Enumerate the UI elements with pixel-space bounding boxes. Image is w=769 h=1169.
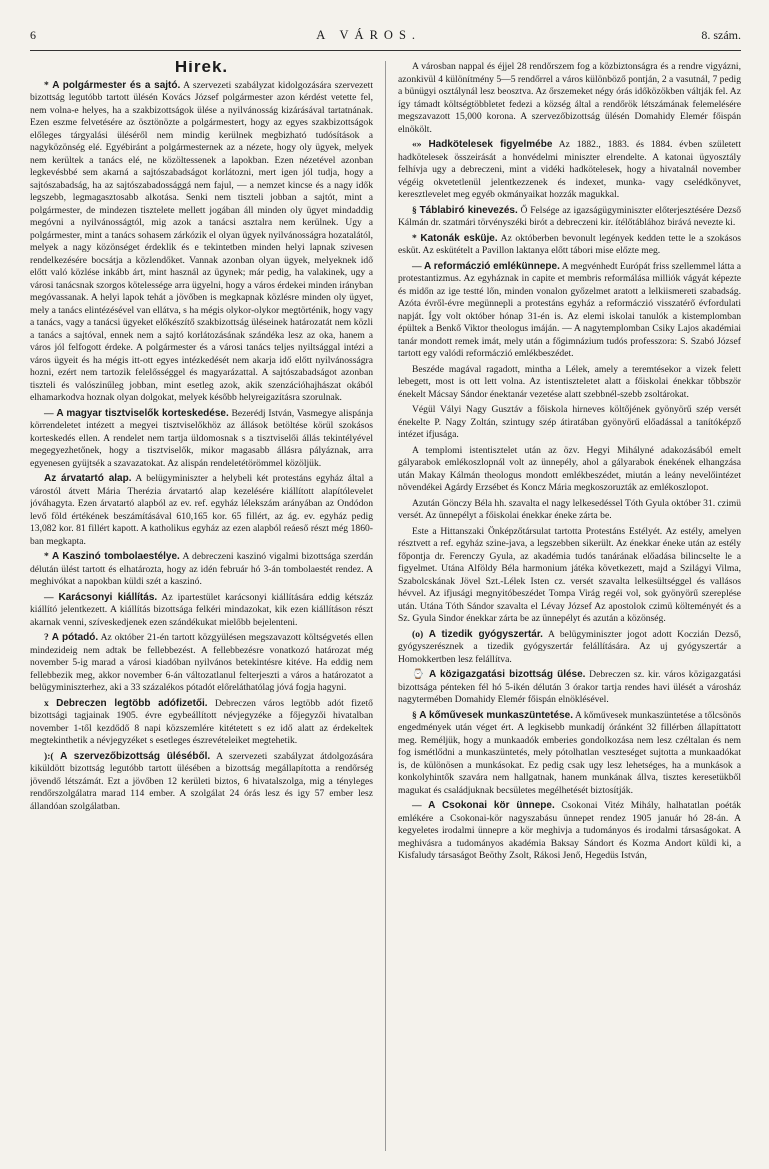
item-headline: A magyar tisztviselők korteskedése. [56,407,229,419]
news-item [30,632,373,695]
news-item [398,404,741,442]
item-body: Beszéde magával ragadott, mintha a Lélek, amely a teremtésekor a vizek felett lebegett, most is ott lett volna. Az istentiszteletet alatt a főiskolai énekkar többször énekelt Mácsay Sándor énektanár vezetése alatt szebbnél-szebb zsoltárokat. [398,363,741,400]
item-body: Bezerédj István, Vasmegye alispánja körrendeletet intézett a megyei tisztviselőkhöz az állások betöltése körül szokásos korteskedés ellen. A rendelet nem tartja üldomosnak s a tisztviselői állás tekintélyével megegyezhetőnek, hogy a tisztviselők, mikor magasabb állásra pályáznak, arra egyenesen gyüjtsék a szavazatokat. Az alispán rendeletétörömmel közöljük. [30,407,373,469]
item-mark: ):( [44,750,54,762]
header-rule [30,50,741,51]
item-mark: * [44,551,49,562]
columns [30,61,741,1151]
news-item [30,698,373,748]
page-header [30,28,741,46]
item-mark: «» [412,139,422,150]
item-body: Este a Hittanszaki Önképzőtársulat tartotta Protestáns Estélyét. Az estély, amelyen résztvett a ref. egyház szine-java, a legszebben sikerült. Az énekkar éneke után az estély főpontja dr. Ferenczy Gyula, az akadémia tudós tanárának előadása bilincselte le a figyelmet. Utána Alföldy Béla harmonium játéka következett, majd a Szilágyi Vilma, Szabolcskának Jövel Szt.-Lélek Isten cz. versét szavalta lelkesültséggel és vallásos hévvel. Az ifjusági megnyitóbeszédet Tompa Virág regéi vol, sok gyönyörű szereplése után. Utána Tóth Sándor szavalta el Lévay József Az apostolok czimü költeményét és a Sz. Gyula Sindor énekkar zárta be az ünnepélyt és azután a közönség. [398,525,741,624]
news-item [30,80,373,405]
news-item [398,498,741,523]
item-body: A belügyminiszter a helybeli két protestáns egyház által a várostól átvett Mária Therézia árvatartó alap kezelésére kiállított alapítólevelet jóváhagyta. Ezen árvatartó alapból az ev. ref. egyház lélekszám arányában az Ondódon levő föld értékének beszámításával 610,165 kor. 65 fillért, az ág. ev. egyház pedig 13,082 kor. 81 fillért kapott. A katholikus egyház az ezen alapból reáeső részt még 1860-ban megkapta. [30,473,373,547]
item-headline: A kőművesek munkaszüntetése. [419,709,574,721]
item-body: A városban nappal és éjjel 28 rendőrszem fog a közbiztonságra és a rendre vigyázni, azonkivül 4 különítmény 5—5 rendőrrel a város különböző pontján, 2 a vasutnál, 7 pedig a bünügyi osztálynál lesz beosztva. Az őrszemeket négy órás időközökben váltják fel. Az így támadt költségtöbbletet fedezi a község által a rendőrök létszámának felemelésére megszavazott 15,000 korona. A szervezőbizottság ülésén Domahidy Elemér főispán elnökölt. [398,61,741,135]
item-headline: A szervezőbizottság üléséből. [60,750,211,762]
item-body: A templomi istentisztelet után az özv. Hegyi Mihályné adakozásából emelt gályarabok emlékoszlopnál volt az ünnepély, ahol a gályarabok énekének elhangzása után Makay Kálmán theologus mondott emlékbeszédet, miután a leány nevelőintézet növendékei Agárdy Erzsébet és Koncz Mária megkoszoruzták az emlékoszlopot. [398,444,741,493]
item-body: Debreczen város legtöbb adót fizető bizottsági tagjainak 1905. évre egybeállított névjegyzéke a főjegyzői hivatalban november 1-től kezdődő 8 napi közszemlére kitétetett s ez idő alatt az érdekeltek megtekinthetik a névjegyzéket s esetleges észrevételeiket megtehetik. [30,697,373,746]
news-item [398,205,741,230]
item-body: Az 1882., 1883. és 1884. évben született hadkötelesek összeirását a honvédelmi miniszter elrendelte. A katonai ügyosztály felhívja ugy a debreczeni, mint a vidéki hadkötelesek, hogy a hivatalnál november végéig okvetetlenül jelentkezzenek és indexet, munka- vagy cselédkönyvet, keresztlevelet meg egyéb okmányaikat hozzák magukkal. [398,139,741,200]
item-mark: — [44,591,54,603]
item-mark: * [44,79,49,91]
news-item [398,629,741,667]
news-item [30,592,373,630]
item-body: Ő Felsége az igazságügyminiszter előterjesztésére Dezső Kálmán dr. szatmári törvényszéki birót a debreczeni kir. ítélőtáblához birává nevezte ki. [398,204,741,228]
item-headline: A pótadó. [51,632,99,643]
news-item [398,526,741,626]
news-item [398,445,741,495]
news-item [30,551,373,589]
newspaper-title: A VÁROS. [316,28,422,42]
news-item [398,800,741,863]
news-item [398,139,741,202]
news-item [398,710,741,798]
item-body: A debreczeni kaszinó vigalmi bizottsága szerdán délután ülést tartott és elhatározta, hogy az idén február hó 3-án tombolaestét rendez. A meghivókat a napokban küldi szét a kaszinó. [30,551,373,587]
news-item [398,233,741,258]
item-mark: (o) [412,628,424,640]
item-headline: A Kaszinó tombolaestélye. [51,551,180,562]
news-item [30,408,373,471]
news-item [398,61,741,136]
item-headline: A reformáczió emlékünnepe. [424,260,560,272]
news-item [30,473,373,548]
section-heading: Hirek. [174,61,229,76]
item-body: Az október 21-én tartott közgyülésen megszavazott költségvetés ellen mindezideig nem adtak be fellebbezést. A fellebbezésre vonatkozó határozat még november 5-ig marad a városi kiadóban nyilvános betekintésre kitéve. Ha eddig nem fellebbezik meg, akkor november 6-án változatlanul felterjeszti a város a határozatot a belügyminiszterhez, aki a 33 százalékos pótadót előreláthatólag jóvá fogja hagyni. [30,632,373,693]
item-mark: § [412,204,417,216]
item-headline: A tizedik gyógyszertár. [428,628,543,640]
news-item [398,364,741,402]
news-item [30,751,373,814]
news-item [398,669,741,707]
item-mark: ? [44,632,49,643]
item-mark: — [412,260,422,272]
item-headline: Az árvatartó alap. [44,473,132,484]
right-column [385,61,741,1151]
item-body: Végül Vályi Nagy Gusztáv a főiskola hirneves költőjének gyönyörű szép versét énekelte P. Nagy Zoltán, szintugy szép átiratában gyönyörű előadással a tanítóképző intézet ifjusága. [398,404,741,440]
item-mark: § [412,709,417,721]
item-body: Csokonai Vitéz Mihály, halhatatlan poéták emlékére a Csokonai-kör nagyszabásu ünnepet rendez 1905 január hó 28-án. A kegyeletes irodalmi ünnepre a kör meghivja a tudományos és irodalmi társaságokat. A meghivásra a tudományos akadémia Baksay Sándort és Kozma Andort küldi ki, a Kisfaludy társaságot Beöthy Zsolt, Rákosi Jenő, Hegedüs István, [398,800,741,861]
item-headline: A közigazgatási bizottság ülése. [429,669,586,680]
item-headline: A polgármester és a sajtó. [52,79,181,91]
item-headline: Hadkötelesek figyelmébe [428,139,553,150]
item-mark: — [44,407,54,419]
item-headline: A Csokonai kör ünnepe. [428,800,555,811]
item-body: Az októberben bevonult legények kedden tette le a szokásos esküt. Az eskütételt a Pavillon laktanya előtt tábori mise előzte meg. [398,232,741,256]
item-headline: Karácsonyi kiállítás. [58,591,158,603]
item-body: A szervezeti szabályzat kidolgozására szervezett bizottság legutóbb tartott ülésén Kovács József polgármester azon kérdést vetette fel, nem volna-e helyes, ha a szakbizottságok ülése a nyilvánosság kizárásával tartatnának. Ezen eszme felvetésére az ösztönözte a polgármestert, hogy az egyes szakbizottságok előleges tárgyalási üléséről nem mindig kerülnek megbizható tudósítások a nagyközönség elé. Egyébiránt a polgármesternek az a nézete, hogy oly ügyek, melyek nem kerültek a tanács elé, ne közöltessenek a lapokban. Ezen nézetével azonban legkevésbbé sem akarná a sajtószabadságot korlátozni, mert igen jól tudja, hogy a sajtószabadság, ha az sajtószabadossággá nem fajul, — a nemzet kincse és a nagy idők legszebb, legmagasztosabb alkotása. Senki nem tiszteli jobban a sajtót, mint a polgármester, de mindezen tisztelete mellett jogában áll minden oly ügyet mindaddig megóvni a nyilvánosságtól, mig azok a tanácsi asztalra nem kerülnek. Ugy a polgármester, mint a tanács sohasem zárkózik el olyan ügyek nyilvánosságra hozatalától, melyek a nagy közönséget érdeklik és e tekintetben minden helyi lapnak szivesen rendelkezésére bocsátja a közlendőket. Vannak azonban olyan ügyek, melyeknek idő előtt való közlése inkább árt, mint használ az ügynek; már pedig, ha valakinek, ugy a városi tanácsnak szorgos kötelessége arra ügyelni, hogy a város érdekei minden irányban megóvassanak. A helyi lapok tehát a jövőben is megkapnak közlésre minden oly ügyet, mely a tanács elintézésével van ellátva, s ha mégis olykor-olykor megtörténik, hogy vagy a tanács, vagy a tanácsi ügyeket előkészítő szakbizottság üléseinek határozatát nem közli a tanács a sajtóval, ennek nem a sajtó korlátozásának szándéka lesz az oka, hanem a város jól felfogott érdeke. A polgármester és a városi tanács teljes nyiltsággal intézi a város ügyeit és ha mégis itt-ott egyes intézkedését nem akarja idő előtt nyilvánosságra hozni, ezért nem tartozik felelősséggel és magyarázattal. A sajtószabadságot azonban tiszteli és valószinűleg jobban, mint esetleg azok, akik szenzációhajhászat okából elhamarkodva hoznak olyan dolgokat, melyek később helyreigazításra szorulnak. [30,79,373,403]
item-body: A megvénhedt Európát friss szellemmel látta a protestantizmus. Az egyháznak in capite et membris reformálása milliók vágyát képezte és midőn az ige testté lőn, minden vonalon győzelmet aratott a lelkiismereti szabadság. Azóta évről-évre megünnepli a protestáns egyház a reformáczió visszatérő évfordulati napját. Így volt október hónap 31-én is. Az elemi iskolai tanulók a kistemplomban épültek a Benkő Viktor theologus imáján. — A nagytemplomban Csiky Lajos akadémiai tanár mondott remek imát, mely után a főgimnázium tudós professzora: S. Szabó József tartott egy valódi reformáczió emlékbeszédet. [398,260,741,359]
item-headline: Debreczen legtöbb adófizetői. [56,697,208,709]
news-item [398,261,741,361]
item-body: Azután Gönczy Béla hh. szavalta el nagy lelkesedéssel Tóth Gyula október 31. czimü versét. Az ünnepélyt a főiskolai énekkar éneke zárta be. [398,497,741,521]
item-mark: — [412,800,422,811]
left-column [30,61,373,1151]
item-mark: * [412,232,417,244]
item-body: Debreczen sz. kir. város közigazgatási bizottsága pénteken fél hó 5-ikén délután 3 órakor tartja rendes havi ülését a városház nagytermében Domahidy Elemér főispán elnöklésével. [398,669,741,705]
item-body: A kőművesek munkaszüntetése a tőlcsönös engedmények után véget ért. A legkisebb munkadíj óránként 32 fillérben állapíttatott meg. Reméljük, hogy a munkaadók emberies gondolkozása nem lesz czéltalan és nem fog ismétlődni a munkaszüntetés, mely pótolhatlan veszteséget sujtotta a munkaadókat is, de különösen a munkásokat. Ez pedig csak ugy lesz lehetséges, ha a munkások a konkolyhintők szavára nem hallgatnak, hanem munkának állva, tisztes keresetükből magukat és családjuknak becsületes megélhetését biztosítják. [398,709,741,796]
item-mark: x [44,697,49,709]
item-body: Az ipartestület karácsonyi kiállítására eddig kétszáz kiállító jelentkezett. A kiállítás bizottsága felkéri mindazokat, kik ezen kiállításon részt akarnak venni, szíveskedjenek ezen szándékukat mielőbb bejelenteni. [30,591,373,628]
issue-number: 8. szám. [701,28,741,42]
item-headline: Táblabiró kinevezés. [419,204,518,216]
item-body: A belügyminiszter jogot adott Koczián Dezső, gyógyszerésznek a tizedik gyógyszertár felállítására. Az uj gyógyszertár a Homokkertben lesz felállítva. [398,628,741,665]
item-body: A szervezeti szabályzat átdolgozására kiküldött bizottság legutóbb tartott ülésében a bizottság megállapította a rendőrség jövendő létszámát. Ezt a jövőben 12 kerületi biztos, 6 hivatalszolga, mig a tényleges rendőrszolgálatra marad 114 ember. A szolgálat 24 órás lesz és igy 57 ember lesz állandóan szolgálatban. [30,750,373,812]
item-mark: ⌚ [412,669,426,680]
item-headline: Katonák esküje. [420,232,498,244]
page-number: 6 [30,28,36,42]
